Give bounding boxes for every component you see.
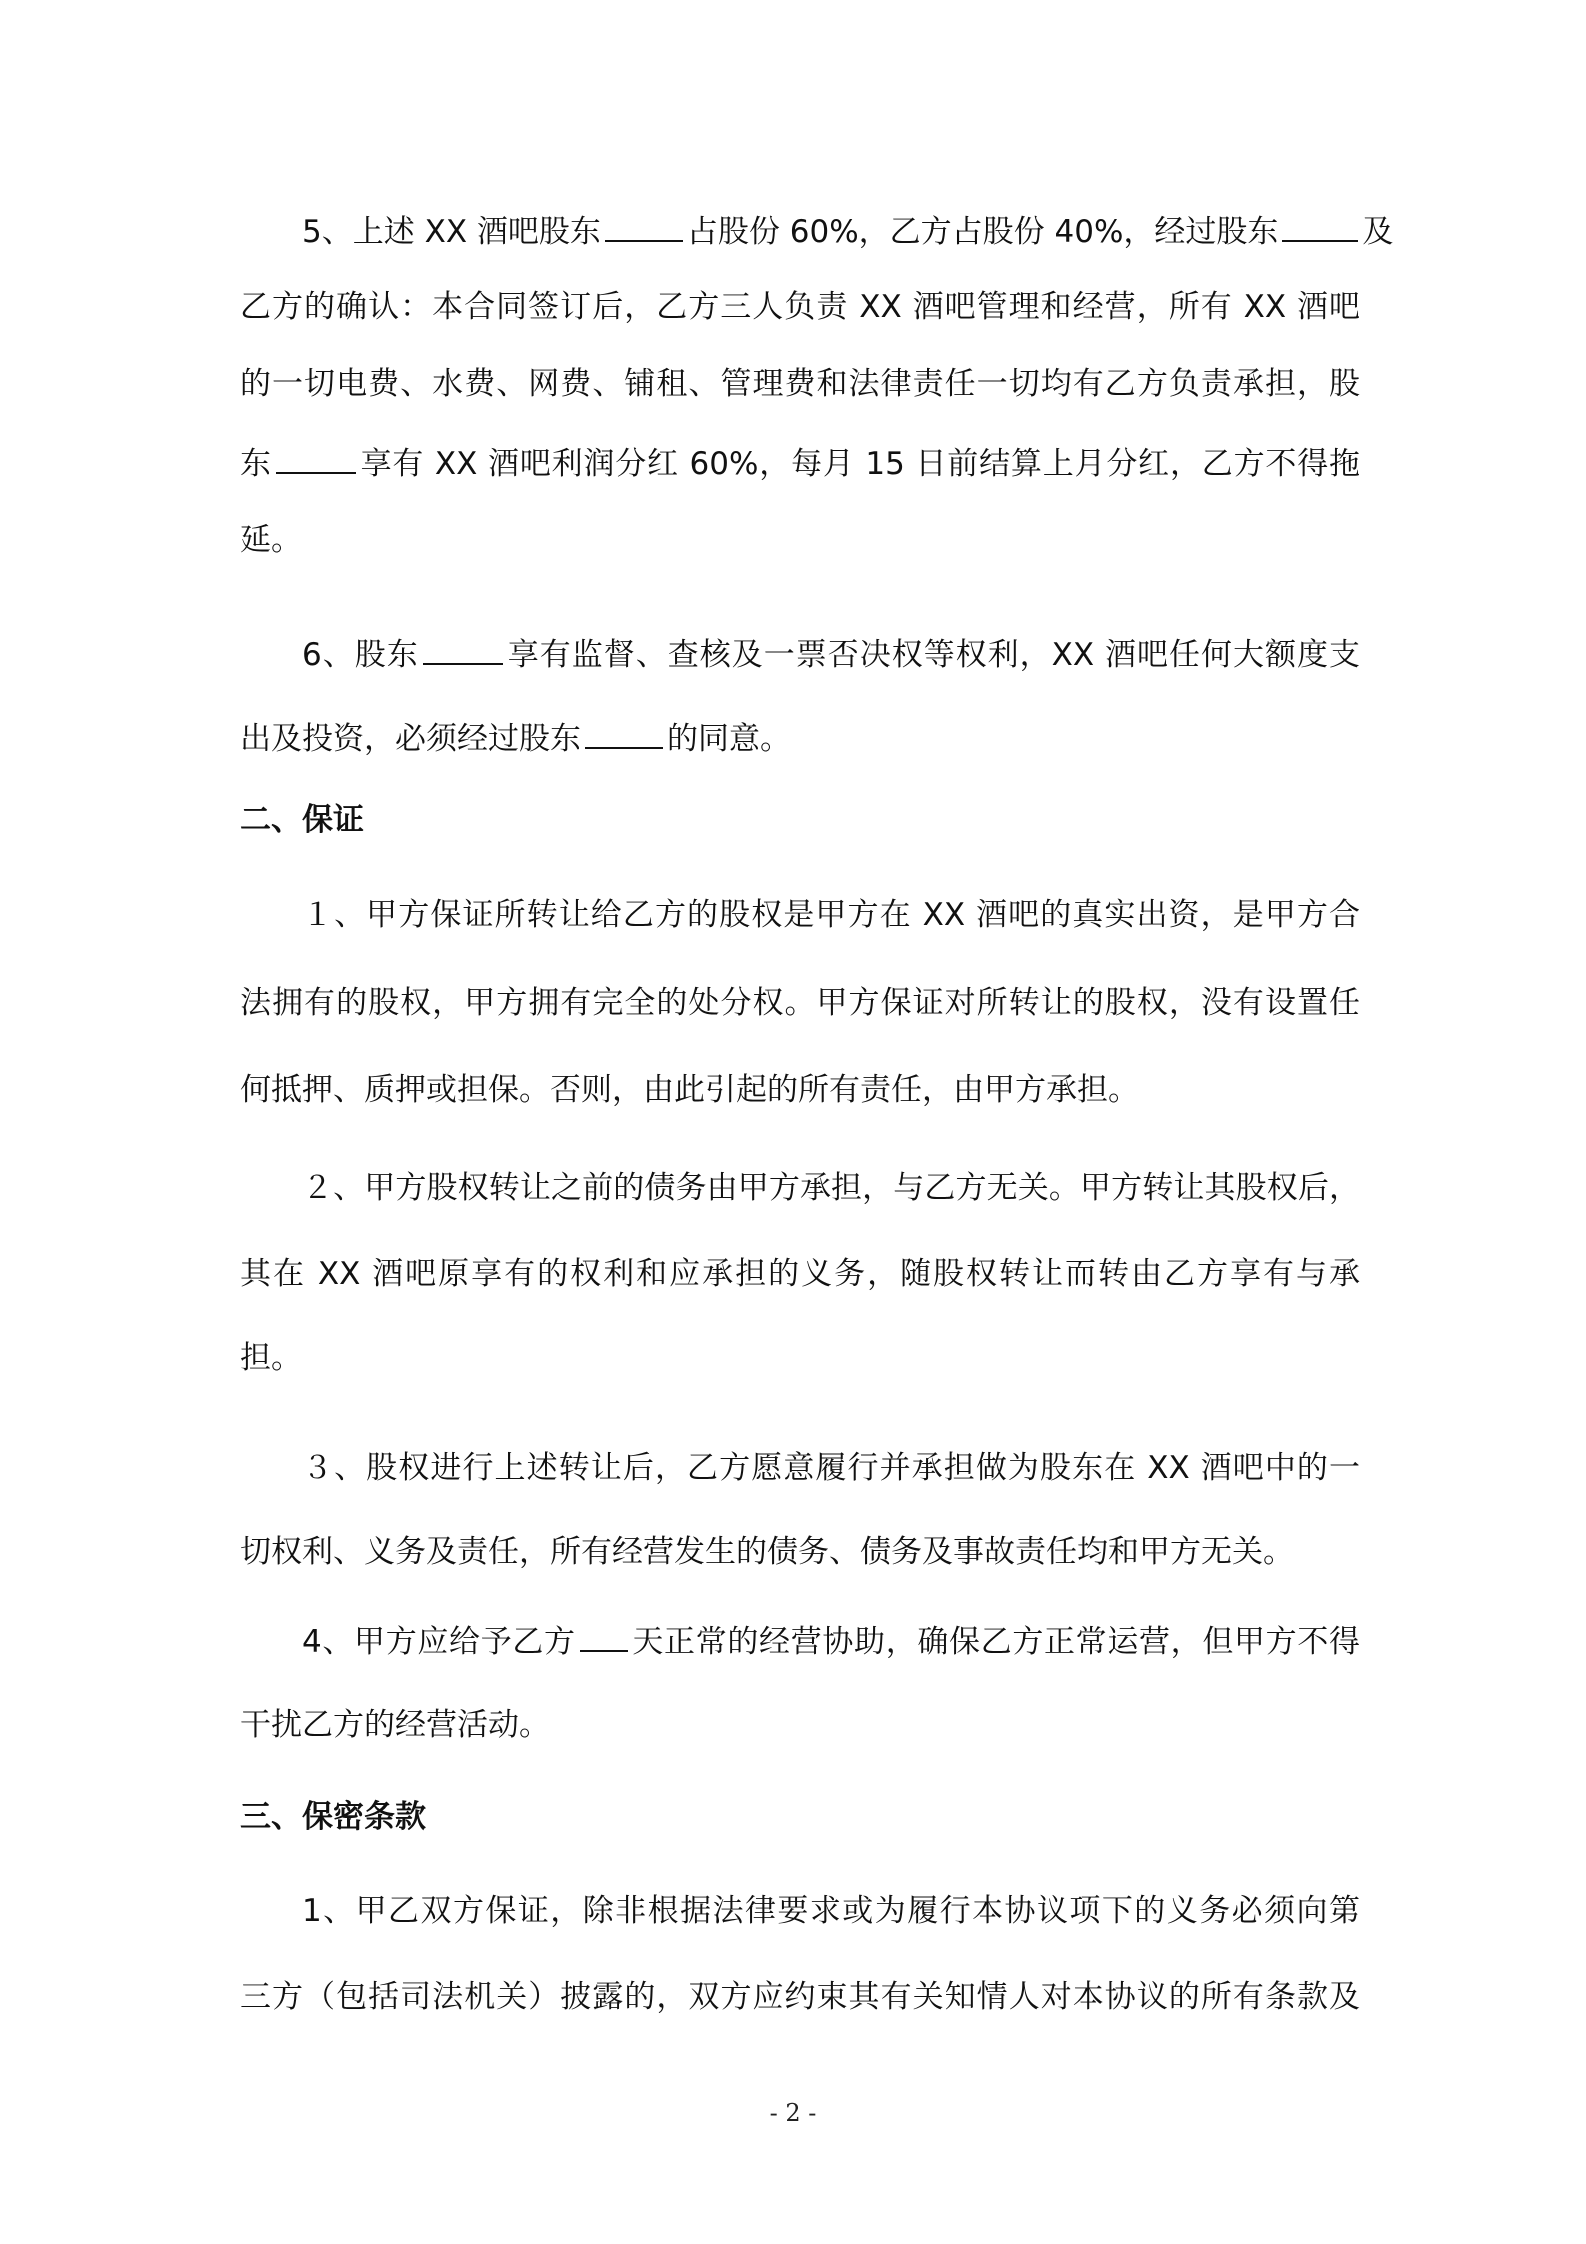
section-3-item-1-line-1: 1、甲乙双方保证，除非根据法律要求或为履行本协议项下的义务必须向第 [302,1893,1360,1929]
fill-in-blank [1282,210,1358,242]
fill-in-blank [580,1620,628,1652]
clause-6-line-1 [302,633,1360,675]
section-2-item-4-line-1 [302,1620,1360,1662]
fill-in-blank [276,442,356,474]
clause-5-line-1 [302,210,1394,252]
section-2-item-2-line-1: ２、甲方股权转让之前的债务由甲方承担，与乙方无关。甲方转让其股权后， [302,1170,1360,1206]
section-2-item-4-line-2: 干扰乙方的经营活动。 [240,1707,550,1743]
fill-in-blank [423,633,503,665]
clause-text: 及 [1362,214,1394,250]
section-2-item-2-line-2: 其在 XX 酒吧原享有的权利和应承担的义务，随股权转让而转由乙方享有与承 [240,1256,1360,1292]
clause-text: 6、股东 [302,637,419,673]
section-3-item-1-line-2: 三方（包括司法机关）披露的，双方应约束其有关知情人对本协议的所有条款及 [240,1979,1360,2015]
page-number: - 2 - [769,2099,817,2127]
clause-5-line-4 [240,442,1360,484]
clause-text: 享有 XX 酒吧利润分红 60%，每月 15 日前结算上月分红，乙方不得拖 [359,446,1360,482]
clause-text: 占股份 60%，乙方占股份 40%，经过股东 [686,214,1279,250]
clause-text: 5、上述 XX 酒吧股东 [302,214,601,250]
section-2-item-1-line-1: １、甲方保证所转让给乙方的股权是甲方在 XX 酒吧的真实出资，是甲方合 [302,897,1360,933]
section-2-item-2-line-3: 担。 [240,1340,302,1376]
section-2-item-1-line-2: 法拥有的股权，甲方拥有完全的处分权。甲方保证对所转让的股权，没有设置任 [240,985,1360,1021]
clause-6-line-2 [240,717,1360,759]
clause-text: 出及投资，必须经过股东 [240,721,581,757]
section-2-item-3-line-2: 切权利、义务及责任，所有经营发生的债务、债务及事故责任均和甲方无关。 [240,1534,1294,1570]
clause-text: 东 [240,446,272,482]
clause-5-line-3: 的一切电费、水费、网费、铺租、管理费和法律责任一切均有乙方负责承担，股 [240,366,1360,402]
clause-text: 天正常的经营协助，确保乙方正常运营，但甲方不得 [631,1624,1361,1660]
section-2-item-1-line-3: 何抵押、质押或担保。否则，由此引起的所有责任，由甲方承担。 [240,1072,1139,1108]
fill-in-blank [605,210,683,242]
clause-5-line-2: 乙方的确认：本合同签订后，乙方三人负责 XX 酒吧管理和经营，所有 XX 酒吧 [240,289,1360,325]
clause-text: 享有监督、查核及一票否决权等权利，XX 酒吧任何大额度支 [506,637,1360,673]
clause-5-line-5: 延。 [240,522,302,558]
section-3-heading: 三、保密条款 [240,1799,426,1835]
clause-text: 的同意。 [667,721,791,757]
section-2-heading: 二、保证 [240,802,364,838]
fill-in-blank [585,717,663,749]
clause-text: 4、甲方应给予乙方 [302,1624,576,1660]
section-2-item-3-line-1: ３、股权进行上述转让后，乙方愿意履行并承担做为股东在 XX 酒吧中的一 [302,1450,1360,1486]
